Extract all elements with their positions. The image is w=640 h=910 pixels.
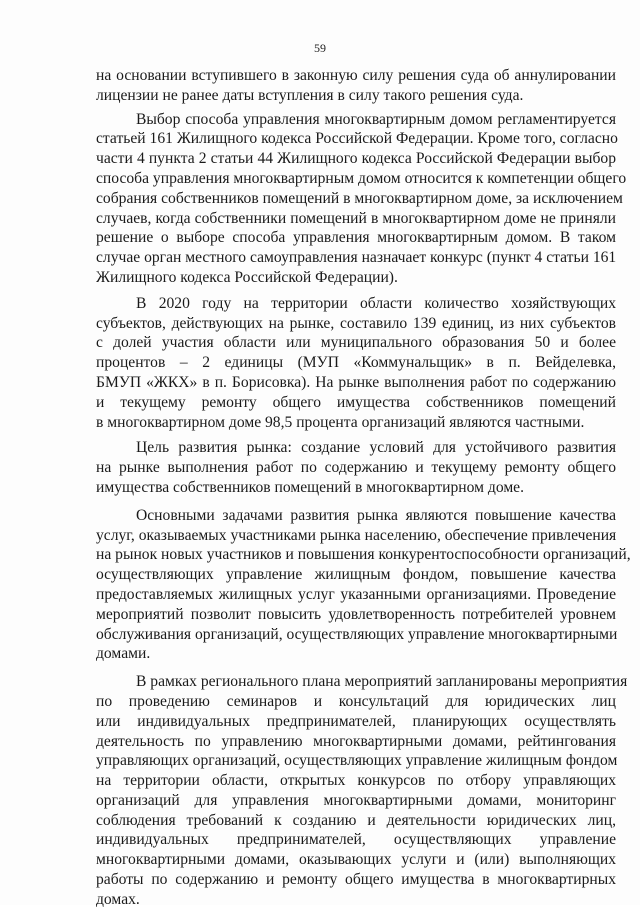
page-number: 59	[314, 41, 326, 55]
text-line: статьей 161 Жилищного кодекса Российской Федерации. Кроме того, согласно	[96, 130, 618, 148]
text-line: собрания собственников помещений в многоквартирном доме, за исключением	[96, 189, 623, 207]
paragraph-management-method	[96, 110, 627, 288]
text-line: Жилищного кодекса Российской Федерации).	[96, 268, 398, 286]
paragraph-market-entities-2020	[96, 294, 616, 433]
text-line: процентов – 2 единицы (МУП «Коммунальщик» в п. Вейделевка,	[96, 354, 616, 372]
text-line: в многоквартирном доме 98,5 процента организаций являются частными.	[96, 413, 585, 431]
text-line: деятельность по управлению многоквартирными домами, рейтингования	[96, 732, 616, 750]
text-line: лицензии не ранее даты вступления в силу такого решения суда.	[96, 86, 524, 104]
text-line: работы по содержанию и ремонту общего имущества в многоквартирных	[96, 871, 616, 889]
text-line: индивидуальных предпринимателей, осуществляющих управление	[96, 831, 616, 849]
text-line: и текущему ремонту общего имущества собственников помещений	[96, 393, 616, 411]
text-line: управляющих организаций, осуществляющих управление жилищным фондом	[96, 752, 618, 770]
text-line: субъектов, действующих на рынке, составило 139 единиц, из них субъектов	[96, 314, 616, 332]
document-body	[96, 66, 631, 910]
text-line: на территории области, открытых конкурсов по отбору управляющих	[96, 772, 616, 790]
text-line: на основании вступившего в законную силу решения суда об аннулировании	[96, 67, 616, 84]
paragraph-license-annulment	[96, 66, 616, 106]
paragraph-market-tasks	[96, 506, 631, 664]
text-line: или индивидуальных предпринимателей, планирующих осуществлять	[96, 712, 616, 730]
text-line: части 4 пункта 2 статьи 44 Жилищного кодекса Российской Федерации выбор	[96, 150, 616, 168]
text-line: услуг, оказываемых участниками рынка населению, обеспечение привлечения	[96, 526, 617, 544]
text-line: осуществляющих управление жилищным фондом, повышение качества	[96, 566, 616, 584]
paragraph-regional-plan	[96, 672, 628, 910]
text-line: домами.	[96, 645, 151, 663]
text-line: соблюдения требований к созданию и деятельности юридических лиц,	[96, 811, 616, 829]
text-line: решение о выборе способа управления многоквартирным домом. В таком	[96, 229, 616, 247]
text-line: с долей участия области или муниципального образования 50 и более	[96, 334, 616, 352]
paragraph-market-goal	[96, 438, 616, 497]
text-line: В рамках регионального плана мероприятий запланированы мероприятия	[136, 673, 628, 691]
text-line: Цель развития рынка: создание условий для устойчивого развития	[136, 439, 616, 457]
text-line: по проведению семинаров и консультаций для юридических лиц	[96, 692, 616, 710]
text-line: на рынок новых участников и повышения конкурентоспособности организаций,	[96, 546, 631, 564]
text-line: мероприятий позволит повысить удовлетворенность потребителей уровнем	[96, 605, 616, 623]
text-line: В 2020 году на территории области количество хозяйствующих	[136, 294, 616, 312]
text-line: способа управления многоквартирным домом относится к компетенции общего	[96, 169, 627, 187]
text-line: имущества собственников помещений в многоквартирном доме.	[96, 478, 525, 496]
text-line: БМУП «ЖКХ» в п. Борисовка). На рынке выполнения работ по содержанию	[96, 373, 616, 391]
text-line: Выбор способа управления многоквартирным домом регламентируется	[136, 110, 616, 128]
text-line: случаев, когда собственники помещений в многоквартирном доме не приняли	[96, 209, 616, 227]
text-line: многоквартирными домами, оказывающих услуги и (или) выполняющих	[96, 851, 616, 869]
text-line: случае орган местного самоуправления назначает конкурс (пункт 4 статьи 161	[96, 249, 617, 267]
text-line: Основными задачами развития рынка являются повышение качества	[136, 506, 616, 524]
text-line: обслуживания организаций, осуществляющих управление многоквартирными	[96, 625, 618, 643]
text-line: домах.	[96, 890, 140, 908]
text-line: на рынке выполнения работ по содержанию и текущему ремонту общего	[96, 459, 616, 477]
text-line: предоставляемых жилищных услуг указанными организациями. Проведение	[96, 585, 616, 603]
text-line: организаций для управления многоквартирными домами, мониторинг	[96, 791, 616, 809]
